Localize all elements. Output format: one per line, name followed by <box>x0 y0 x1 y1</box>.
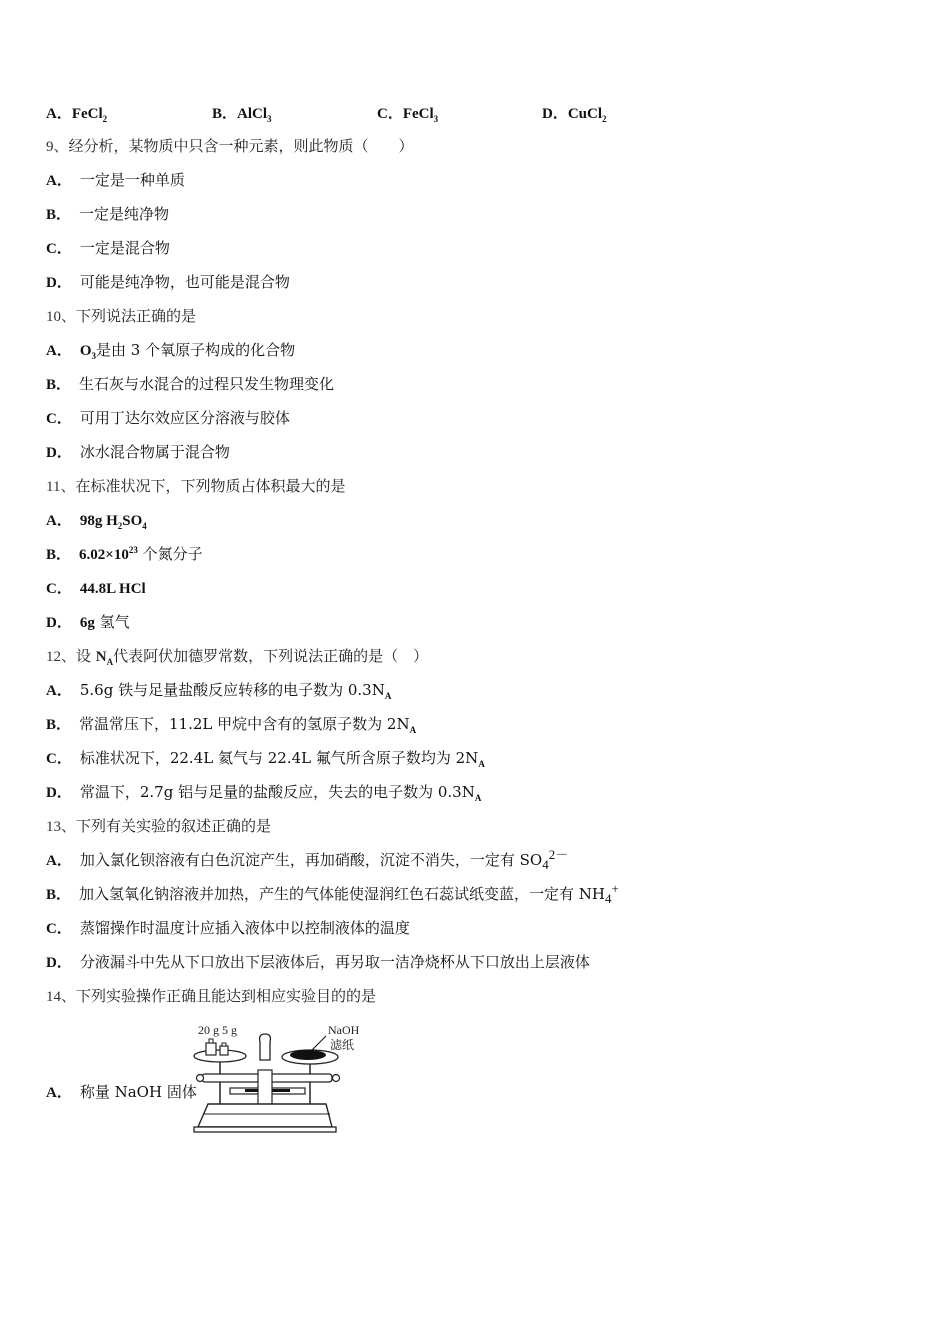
q14-stem: 14、下列实验操作正确且能达到相应实验目的的是 <box>46 987 377 1005</box>
q8-option-c: C．FeCl$_3$ <box>377 106 439 124</box>
q12-option-a: A． 5.6g 铁与足量盐酸反应转移的电子数为 $0.3N_A$ <box>46 681 392 701</box>
q11-option-a: A． 98g $H_2SO_4$ <box>46 513 147 531</box>
q13-option-b: B． 加入氢氧化钠溶液并加热，产生的气体能使湿润红色石蕊试纸变蓝，一定有 $NH_4^+$ <box>46 881 619 906</box>
q10-option-c: C． 可用丁达尔效应区分溶液与胶体 <box>46 409 290 427</box>
q8-option-a: A．FeCl$_2$ <box>46 106 108 124</box>
q11-stem: 11、在标准状况下，下列物质占体积最大的是 <box>46 477 346 495</box>
naoh-label: NaOH <box>328 1023 360 1037</box>
q13-option-c: C． 蒸馏操作时温度计应插入液体中以控制液体的温度 <box>46 919 410 937</box>
q12-option-d: D． 常温下，2.7g 铝与足量的盐酸反应，失去的电子数为 $0.3N_A$ <box>46 783 482 803</box>
q11-option-c: C． 44.8L HCl <box>46 581 146 597</box>
q10-option-d: D． 冰水混合物属于混合物 <box>46 443 230 461</box>
q8-option-b: B．AlCl$_3$ <box>212 106 272 124</box>
q14-option-a: A． 称量 NaOH 固体 <box>46 1083 197 1101</box>
q9-option-c: C． 一定是混合物 <box>46 239 170 257</box>
q10-stem: 10、下列说法正确的是 <box>46 307 197 325</box>
q12-stem: 12、设 $N_A$代表阿伏加德罗常数，下列说法正确的是（ ） <box>46 647 429 667</box>
q8-options-row <box>46 102 666 122</box>
q11-option-d: D． 6g 氢气 <box>46 613 130 631</box>
balance-scale-icon <box>190 1022 375 1137</box>
filter-paper-label: 滤纸 <box>330 1038 355 1052</box>
q12-option-c: C． 标准状况下，22.4L 氦气与 22.4L 氟气所含原子数均为 $2N_A$ <box>46 749 485 769</box>
q11-option-b: B． $6.02\times 10^{23}$ 个氮分子 <box>46 545 203 563</box>
weights-label: 20 g 5 g <box>198 1023 237 1037</box>
balance-scale-figure <box>190 1022 375 1137</box>
q9-option-b: B． 一定是纯净物 <box>46 205 170 223</box>
q10-option-b: B． 生石灰与水混合的过程只发生物理变化 <box>46 375 335 393</box>
q9-stem: 9、经分析，某物质中只含一种元素，则此物质（ ） <box>46 137 414 155</box>
q9-option-d: D． 可能是纯净物，也可能是混合物 <box>46 273 290 291</box>
q13-stem: 13、下列有关实验的叙述正确的是 <box>46 817 272 835</box>
q10-option-a: A． $O_3$是由 3 个氧原子构成的化合物 <box>46 341 296 361</box>
q12-option-b: B． 常温常压下，11.2L 甲烷中含有的氢原子数为 $2N_A$ <box>46 715 417 735</box>
q13-option-d: D． 分液漏斗中先从下口放出下层液体后，再另取一洁净烧杯从下口放出上层液体 <box>46 953 590 971</box>
q8-option-d: D．CuCl$_2$ <box>542 106 607 124</box>
q9-option-a: A． 一定是一种单质 <box>46 171 185 189</box>
q13-option-a: A． 加入氯化钡溶液有白色沉淀产生，再加硝酸，沉淀不消失，一定有 $SO_4^{2-}$ <box>46 847 569 872</box>
